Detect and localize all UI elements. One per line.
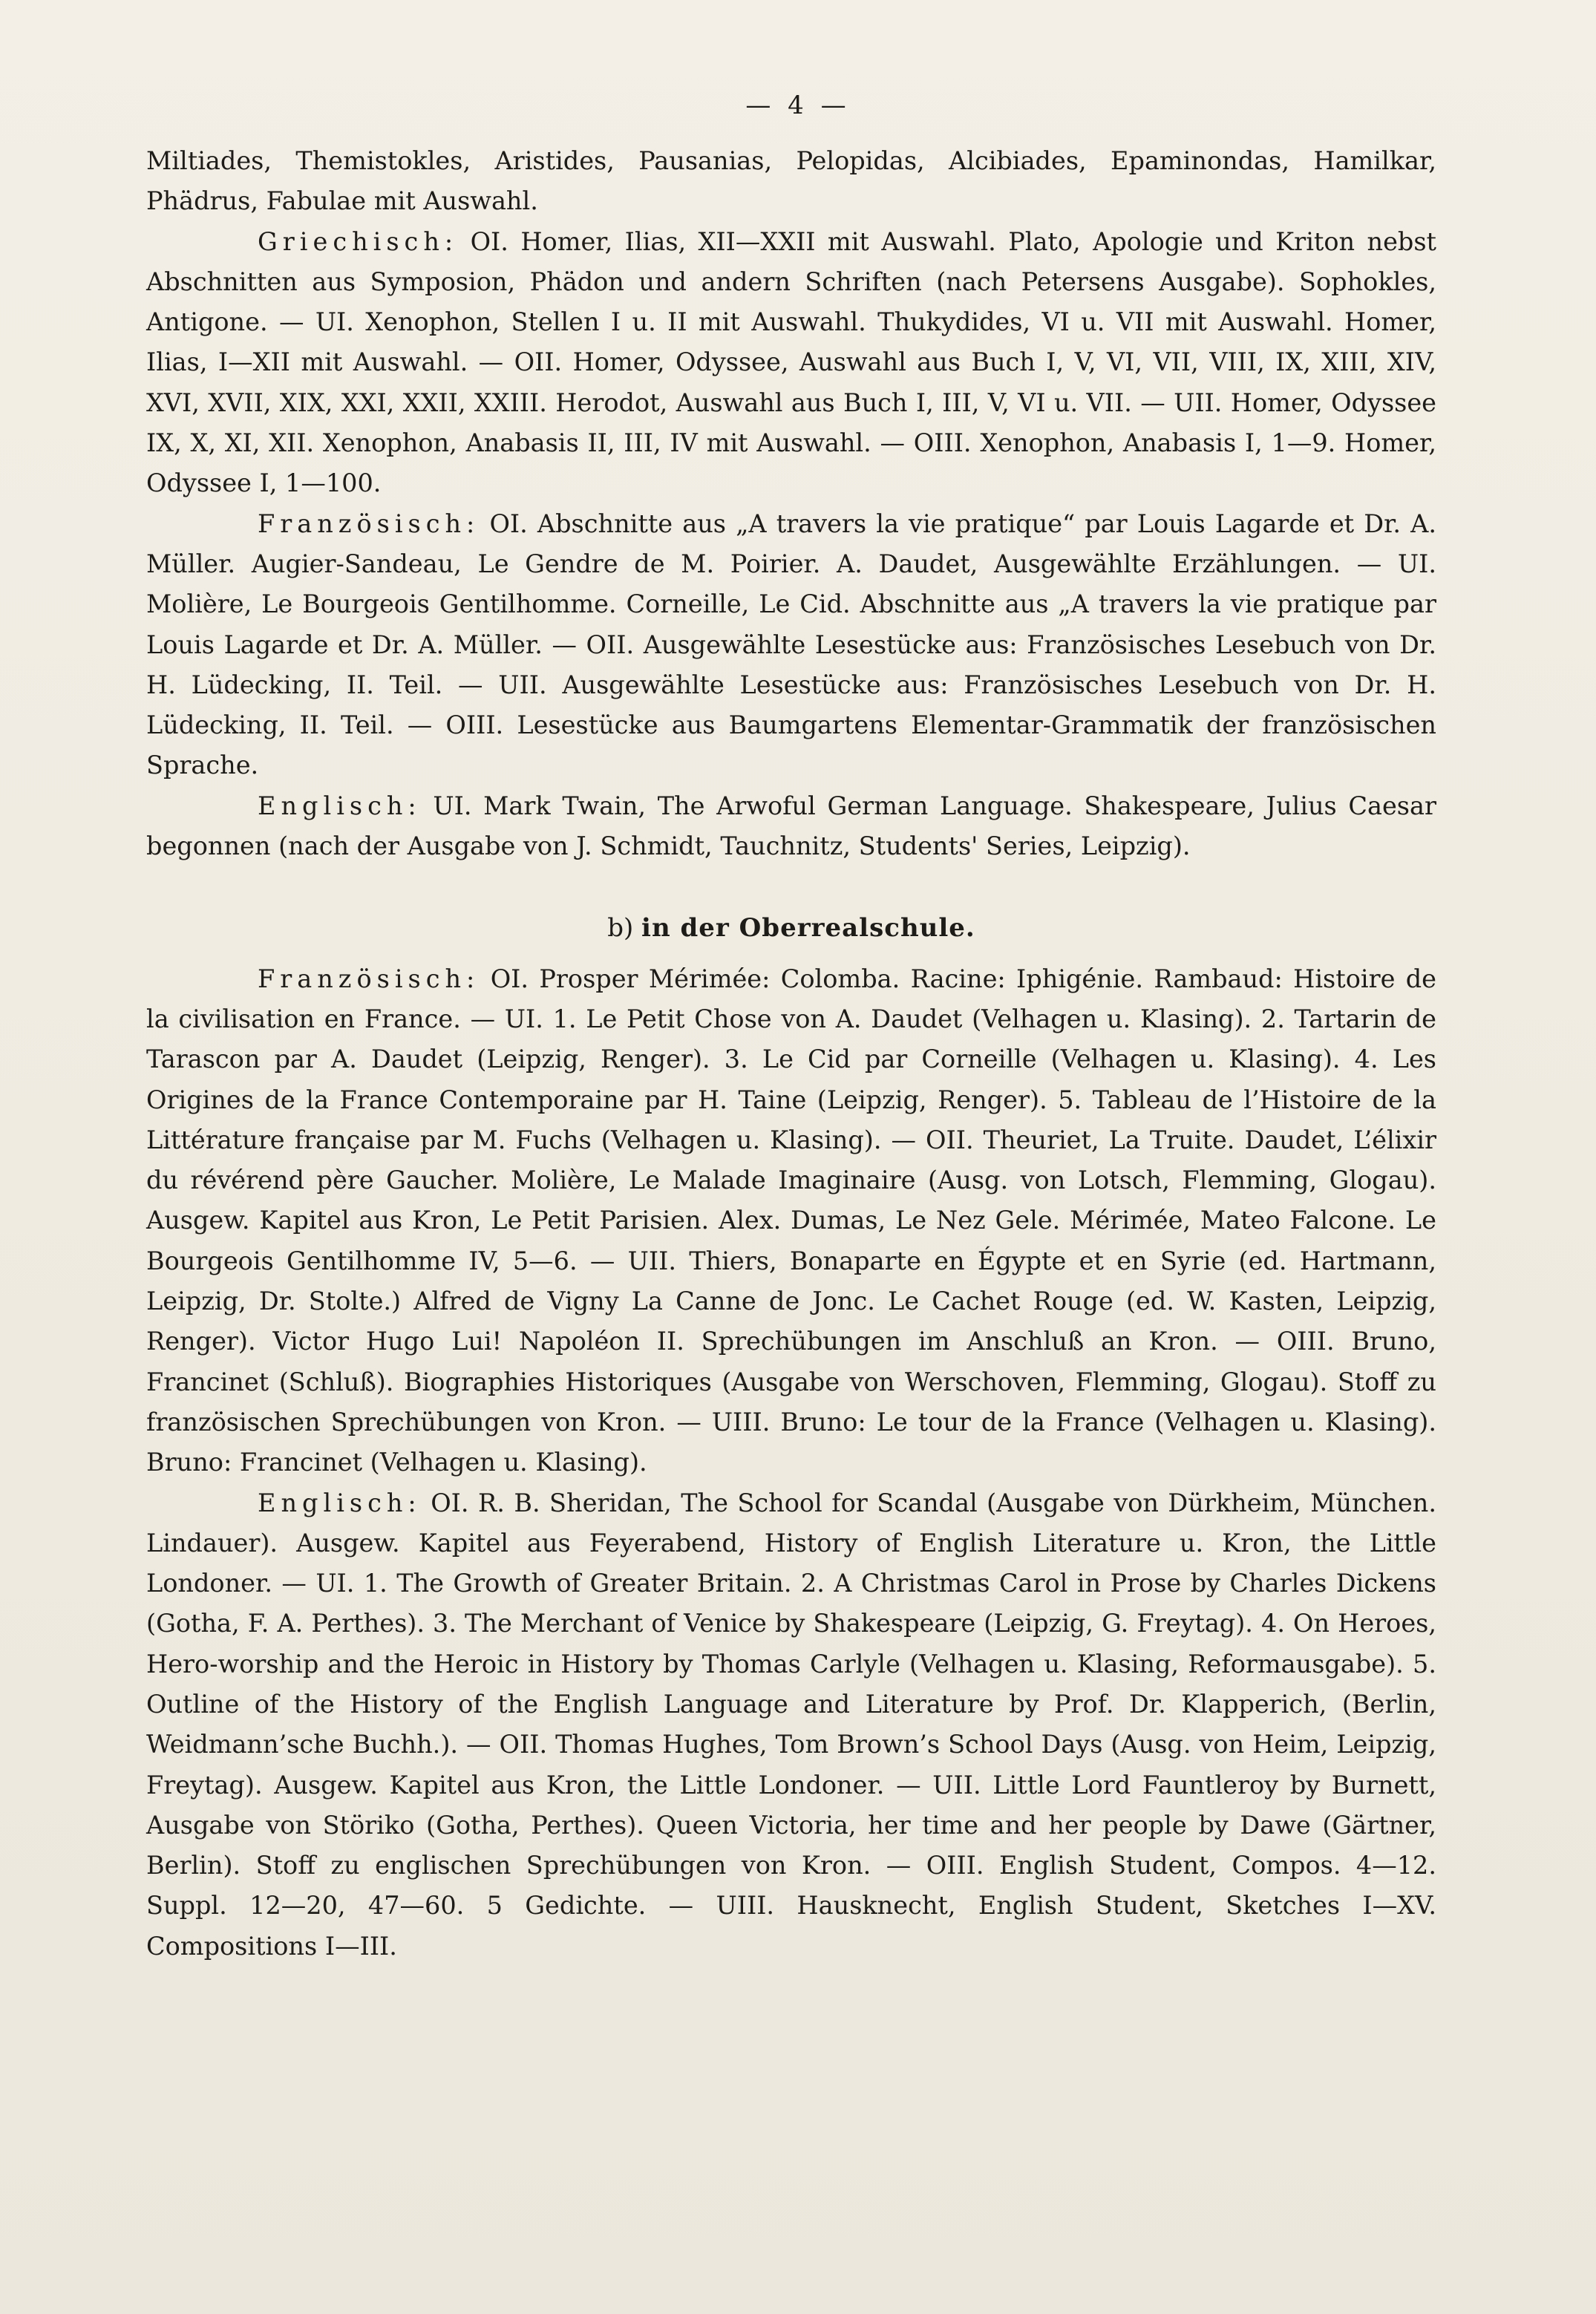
paragraph-text-franzoesisch-oberrealschule: OI. Prosper Mérimée: Colomba. Racine: Iphigénie. Rambaud: Histoire de la civilisation en France. — UI. 1. Le Petit Chose von A. Daudet (Velhagen u. Klasing). 2. Tartarin de Tarascon par A. Daudet (Leipzig, Renger). 3. Le Cid par Corneille (Velhagen u. Klasing). 4. Les Origines de la France Contemporaine par H. Taine (Leipzig, Renger). 5. Tableau de l’Histoire de la Littérature française par M. Fuchs (Velhagen u. Klasing). — OII. Theuriet, La Truite. Daudet, L’élixir du révérend père Gaucher. Molière, Le Malade Imaginaire (Ausg. von Lotsch, Flemming, Glogau). Ausgew. Kapitel aus Kron, Le Petit Parisien. Alex. Dumas, Le Nez Gele. Mérimée, Mateo Falcone. Le Bourgeois Gentilhomme IV, 5—6. — UII. Thiers, Bonaparte en Égypte et en Syrie (ed. Hartmann, Leipzig, Dr. Stolte.) Alfred de Vigny La Canne de Jonc. Le Cachet Rouge (ed. W. Kasten, Leipzig, Renger). Victor Hugo Lui! Napoléon II. Sprechübungen im Anschluß an Kron. — OIII. Bruno, Francinet (Schluß). Biographies Historiques (Ausgabe von Werschoven, Flemming, Glogau). Stoff zu französischen Sprechübungen von Kron. — UIII. Bruno: Le tour de la France (Velhagen u. Klasing). Bruno: Francinet (Velhagen u. Klasing). <box>146 964 1436 1477</box>
paragraph-franzoesisch-gymnasium <box>146 504 1436 786</box>
paragraph-text-englisch-gymnasium: UI. Mark Twain, The Arwoful German Language. Shakespeare, Julius Caesar begonnen (nach der Ausgabe von J. Schmidt, Tauchnitz, Students' Series, Leipzig). <box>146 791 1436 861</box>
subject-label-franzoesisch-oberrealschule: Französisch: <box>258 964 480 993</box>
continuation-paragraph: Miltiades, Themistokles, Aristides, Pausanias, Pelopidas, Alcibiades, Epaminondas, Hamilkar, Phädrus, Fabulae mit Auswahl. <box>146 146 1436 216</box>
paragraph-text-griechisch: OI. Homer, Ilias, XII—XXII mit Auswahl. Plato, Apologie und Kriton nebst Abschnitten aus Symposion, Phädon und andern Schriften (nach Petersens Ausgabe). Sophokles, Antigone. — UI. Xenophon, Stellen I u. II mit Auswahl. Thukydides, VI u. VII mit Auswahl. Homer, Ilias, I—XII mit Auswahl. — OII. Homer, Odyssee, Auswahl aus Buch I, V, VI, VII, VIII, IX, XIII, XIV, XVI, XVII, XIX, XXI, XXII, XXIII. Herodot, Auswahl aus Buch I, III, V, VI u. VII. — UII. Homer, Odyssee IX, X, XI, XII. Xenophon, Anabasis II, III, IV mit Auswahl. — OIII. Xenophon, Anabasis I, 1—9. Homer, Odyssee I, 1—100. <box>146 226 1437 498</box>
paragraph-englisch-gymnasium <box>146 786 1436 867</box>
paragraph-franzoesisch-oberrealschule <box>146 959 1436 1483</box>
paragraph-text-englisch-oberrealschule: OI. R. B. Sheridan, The School for Scandal (Ausgabe von Dürkheim, München. Lindauer). Ausgew. Kapitel aus Feyerabend, History of English Literature u. Kron, the Little Londoner. — UI. 1. The Growth of Greater Britain. 2. A Christmas Carol in Prose by Charles Dickens (Gotha, F. A. Perthes). 3. The Merchant of Venice by Shakespeare (Leipzig, G. Freytag). 4. On Heroes, Hero-worship and the Heroic in History by Thomas Carlyle (Velhagen u. Klasing, Reformausgabe). 5. Outline of the History of the English Language and Literature by Prof. Dr. Klapperich, (Berlin, Weidmann’sche Buchh.). — OII. Thomas Hughes, Tom Brown’s School Days (Ausg. von Heim, Leipzig, Freytag). Ausgew. Kapitel aus Kron, the Little Londoner. — UII. Little Lord Fauntleroy by Burnett, Ausgabe von Störiko (Gotha, Perthes). Queen Victoria, her time and her people by Dawe (Gärtner, Berlin). Stoff zu englischen Sprechübungen von Kron. — OIII. English Student, Compos. 4—12. Suppl. 12—20, 47—60. 5 Gedichte. — UIII. Hausknecht, English Student, Sketches I—XV. Compositions I—III. <box>146 1488 1436 1961</box>
section-heading-title: in der Oberrealschule. <box>641 913 975 944</box>
page-number: — 4 — <box>745 91 851 120</box>
subject-label-griechisch: Griechisch: <box>258 226 459 256</box>
subject-label-franzoesisch-gymnasium: Französisch: <box>258 509 480 538</box>
page-body <box>146 141 1436 1967</box>
section-heading-prefix: b) <box>607 913 634 944</box>
paragraph-griechisch <box>146 222 1436 504</box>
paragraph-englisch-oberrealschule <box>146 1483 1436 1967</box>
subject-label-englisch-oberrealschule: Englisch: <box>258 1488 422 1517</box>
section-heading <box>146 908 1436 948</box>
subject-label-englisch-gymnasium: Englisch: <box>258 791 422 820</box>
paragraph-text-franzoesisch-gymnasium: OI. Abschnitte aus „A travers la vie pratique“ par Louis Lagarde et Dr. A. Müller. Augier-Sandeau, Le Gendre de M. Poirier. A. Daudet, Ausgewählte Erzählungen. — UI. Molière, Le Bourgeois Gentilhomme. Corneille, Le Cid. Abschnitte aus „A travers la vie pratique par Louis Lagarde et Dr. A. Müller. — OII. Ausgewählte Lesestücke aus: Französisches Lesebuch von Dr. H. Lüdecking, II. Teil. — UII. Ausgewählte Lesestücke aus: Französisches Lesebuch von Dr. H. Lüdecking, II. Teil. — OIII. Lesestücke aus Baumgartens Elementar-Grammatik der französischen Sprache. <box>146 509 1436 780</box>
